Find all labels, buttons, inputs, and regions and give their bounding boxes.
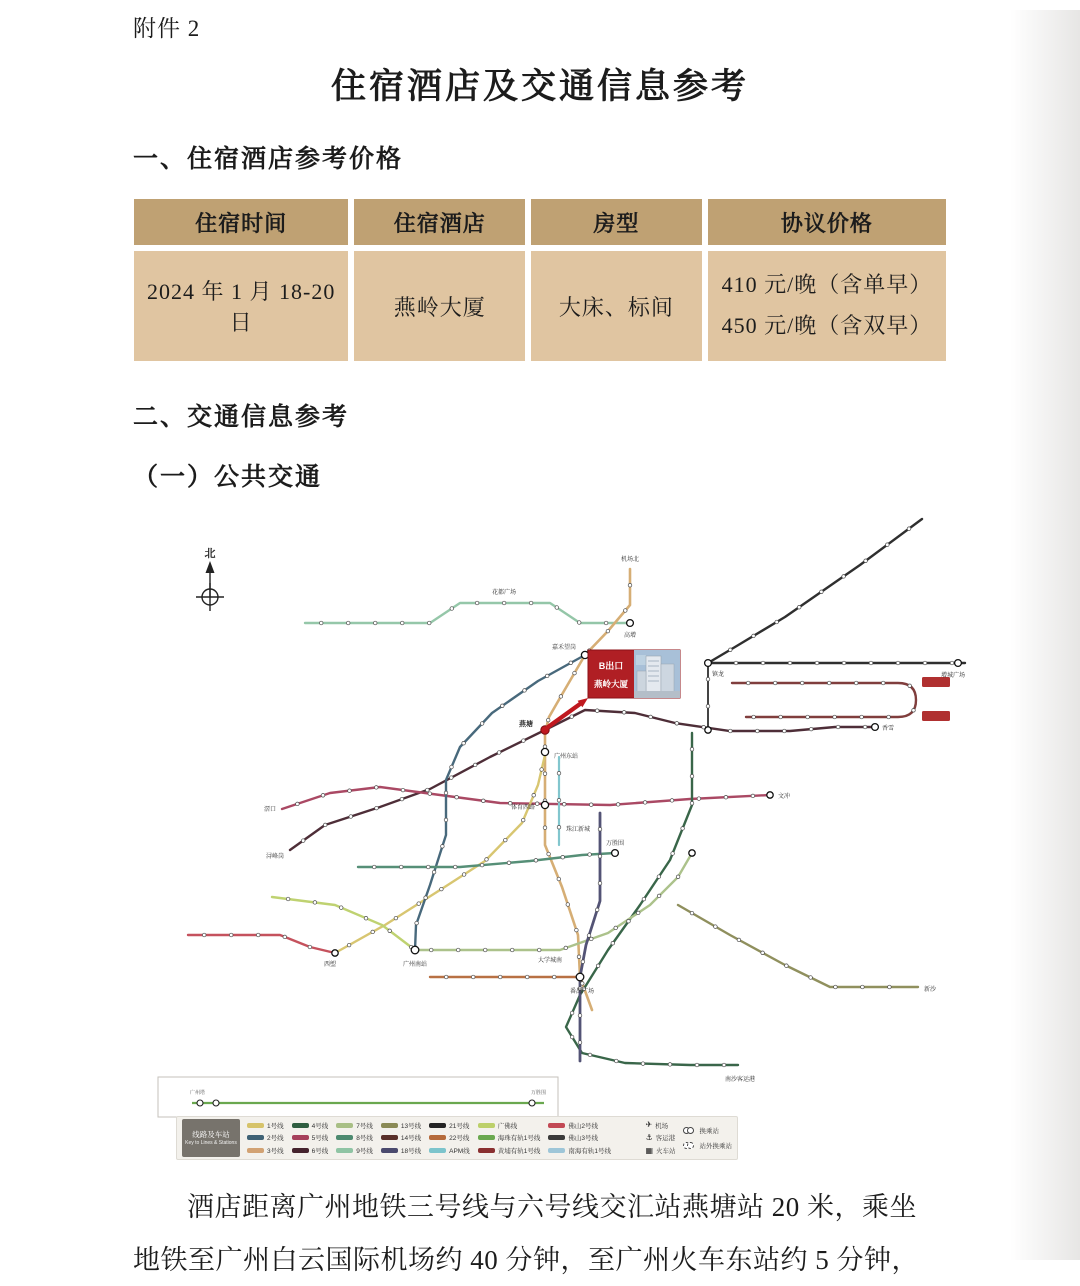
paragraph-line-2: 地铁至广州白云国际机场约 40 分钟，至广州火车东站约 5 分钟， (133, 1244, 919, 1275)
legend-line-columns: 1号线 2号线 3号线 4号线 5号线 6号线 7号线 8号线 9号线 13号线 14号线 18号线 21号线 22号线 APM线 广佛线 海珠有轨1号线 黄埔有轨1号线 佛山2号线 佛山3号线 南海有轨1号线 (247, 1119, 638, 1157)
table-header-row (134, 199, 946, 245)
col-header-room-type: 房型 (531, 199, 702, 245)
svg-text:滘口: 滘口 (263, 807, 276, 813)
svg-text:大学城南: 大学城南 (537, 958, 563, 964)
svg-text:南沙客运港: 南沙客运港 (724, 1077, 756, 1083)
price-line-2: 450 元/晚（含双早） (721, 313, 933, 338)
svg-text:花都广场: 花都广场 (491, 590, 517, 596)
legend-title-cn: 线路及车站 (192, 1129, 230, 1139)
hotel-building-photo (634, 650, 680, 698)
svg-text:广州塔: 广州塔 (190, 1090, 206, 1096)
cell-price (708, 251, 946, 361)
svg-text:新沙: 新沙 (924, 987, 937, 993)
line-14-branch (732, 683, 916, 717)
svg-text:北: 北 (204, 548, 216, 560)
svg-text:机场北: 机场北 (620, 557, 640, 563)
svg-text:珠江新城: 珠江新城 (566, 827, 591, 833)
svg-text:文冲: 文冲 (778, 794, 791, 800)
hotel-price-table (128, 193, 952, 367)
svg-text:镇龙: 镇龙 (712, 672, 725, 678)
legend-icons: ✈ 机场 ⚓ 客运港 ▦ 火车站 (645, 1120, 676, 1156)
line-21 (708, 519, 965, 663)
机场-icon: ✈ (645, 1120, 653, 1130)
svg-text:高增: 高增 (624, 633, 637, 639)
section1-heading: 一、住宿酒店参考价格 (133, 146, 404, 173)
table-row (134, 251, 946, 361)
price-line-1: 410 元/晚（含单早） (721, 272, 933, 298)
hotel-callout (588, 650, 680, 698)
legend-title (182, 1119, 240, 1157)
line-4 (566, 733, 738, 1065)
attachment-label: 附件 2 (133, 16, 201, 41)
legend-title-en: Key to Lines & Stations (185, 1139, 237, 1146)
compass-icon (196, 561, 224, 611)
cell-room-type: 大床、标间 (531, 251, 702, 361)
metro-map (130, 505, 990, 1165)
svg-text:广州东站: 广州东站 (554, 754, 579, 760)
page-title: 住宿酒店及交通信息参考 (330, 67, 749, 106)
火车站-icon: ▦ (645, 1145, 653, 1155)
svg-text:香雪: 香雪 (882, 726, 895, 732)
line-9 (305, 603, 628, 623)
transport-paragraph (133, 1181, 947, 1286)
cell-hotel: 燕岭大厦 (354, 251, 525, 361)
svg-text:番禺广场: 番禺广场 (569, 989, 595, 995)
branch-terminus-badges (922, 677, 950, 721)
svg-text:燕岭大厦: 燕岭大厦 (593, 679, 629, 689)
legend-transfer-icons: 换乘站 站外换乘站 (683, 1119, 733, 1157)
col-header-hotel: 住宿酒店 (354, 199, 525, 245)
col-header-time: 住宿时间 (134, 199, 348, 245)
svg-text:万胜围: 万胜围 (605, 841, 625, 847)
svg-text:西塱: 西塱 (323, 962, 337, 968)
svg-text:嘉禾望岗: 嘉禾望岗 (551, 645, 576, 651)
foshan-line (188, 935, 335, 953)
tram-inset (158, 1077, 558, 1117)
metro-map-svg (130, 505, 990, 1165)
subsection-heading: （一）公共交通 (133, 464, 323, 491)
scan-edge-shadow (1010, 10, 1080, 1260)
svg-text:增城广场: 增城广场 (940, 673, 965, 679)
svg-text:万胜围: 万胜围 (530, 1090, 546, 1096)
svg-text:广州南站: 广州南站 (402, 962, 428, 968)
svg-text:浔峰岗: 浔峰岗 (265, 854, 284, 860)
map-legend (176, 1116, 738, 1160)
svg-text:B出口: B出口 (598, 661, 624, 671)
col-header-price: 协议价格 (708, 199, 946, 245)
station-labels-layer (190, 547, 965, 1096)
cell-time: 2024 年 1 月 18-20 日 (134, 251, 348, 361)
guangfo-line (272, 897, 415, 950)
svg-text:体育西路: 体育西路 (510, 805, 535, 811)
station-dots-layer (202, 527, 953, 1105)
section2-heading: 二、交通信息参考 (133, 404, 350, 431)
客运港-icon: ⚓ (645, 1132, 653, 1142)
line-13 (678, 905, 918, 987)
paragraph-line-1: 酒店距离广州地铁三号线与六号线交汇站燕塘站 20 米，乘坐 (187, 1192, 917, 1222)
svg-text:燕塘: 燕塘 (519, 721, 533, 728)
